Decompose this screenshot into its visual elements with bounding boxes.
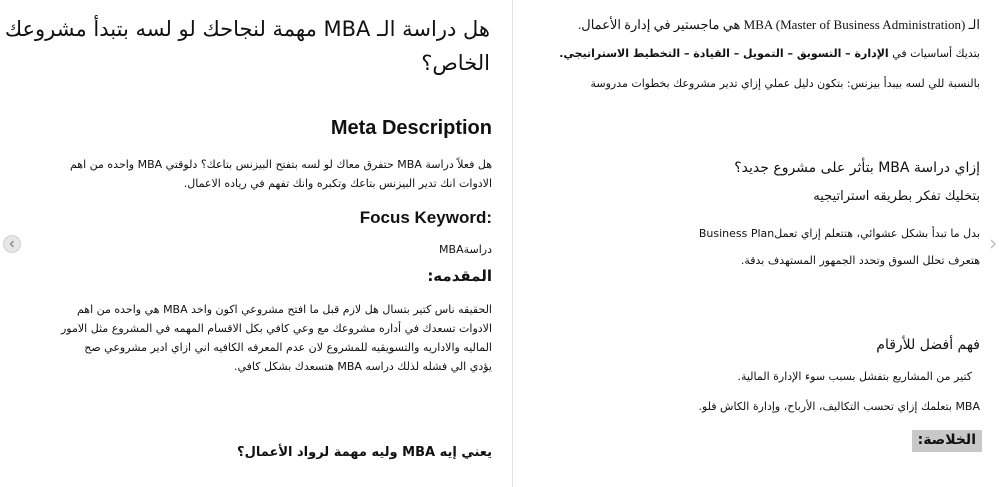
chevron-left-icon	[3, 235, 21, 253]
meta-description-line-1: هل فعلاً دراسة MBA حتفرق معاك لو لسه بتفتح البيزنس بتاعك؟ دلوقتي MBA واحده من اهم	[69, 158, 492, 171]
business-plan-line: بدل ما تبدأ بشكل عشوائي، هتتعلم إزاي تعملBusiness Plan	[698, 227, 980, 240]
intro-heading: المقدمه:	[427, 267, 492, 285]
article-title-line-1: هل دراسة الـ MBA مهمة لنجاحك لو لسه بتبدأ مشروعك	[4, 17, 490, 41]
costs-profits-line: MBA بتعلمك إزاي تحسب التكاليف، الأرباح، وإدارة الكاش فلو.	[698, 400, 980, 413]
mba-definition-line: الـ MBA (Master of Business Administration) هي ماجستير في إدارة الأعمال.	[578, 17, 980, 32]
numbers-heading: فهم أفضل للأرقام	[876, 337, 980, 353]
next-page-button[interactable]	[986, 232, 1000, 256]
intro-line-4: يؤدي الي فشله لذلك دراسه MBA هتسعدك بشكل كافي.	[234, 360, 492, 373]
market-analysis-line: هتعرف تحلل السوق وتحدد الجمهور المستهدف بدقة.	[740, 254, 980, 267]
financial-failure-line: كتير من المشاريع بتفشل بسبب سوء الإدارة المالية.	[737, 370, 972, 383]
conclusion-heading: الخلاصة:	[912, 430, 982, 452]
right-page	[513, 0, 1000, 487]
strategic-thinking-heading: بتخليك تفكر بطريقه استراتيجيه	[813, 189, 980, 204]
basics-topics: الإدارة – التسويق – التمويل – القيادة – التخطيط الاستراتيجي.	[559, 47, 889, 60]
starting-business-line: بالنسبة للي لسه بيبدأ بيزنس: بتكون دليل عملي إزاي تدير مشروعك بخطوات مدروسة	[590, 77, 980, 90]
chevron-right-icon	[989, 238, 997, 250]
mba-effect-heading: إزاي دراسة MBA بتأثر على مشروع جديد؟	[734, 160, 980, 176]
basics-line	[559, 47, 980, 60]
article-title-line-2: الخاص؟	[421, 51, 490, 75]
intro-line-2: الادوات تسعدك في أداره مشروعك مع وعي كافي بكل الاقسام المهمه في المشروع مثل الامور	[61, 322, 492, 335]
intro-line-1: الحقيقه ناس كتير بتسال هل لازم قبل ما افتح مشروعي اكون واخد MBA هي واحده من اهم	[76, 303, 492, 316]
meta-description-heading: Meta Description	[330, 117, 492, 139]
what-is-mba-heading: يعني إيه MBA وليه مهمة لرواد الأعمال؟	[237, 445, 492, 460]
focus-keyword-value: دراسةMBA	[439, 243, 492, 256]
basics-prefix: بتديك أساسيات في	[888, 47, 980, 60]
previous-page-button[interactable]	[0, 232, 24, 256]
intro-line-3: الماليه والاداريه والتسويقيه للمشروع لان عدم المعرفه الكافيه اني ازاي ادير مشروعي صح	[84, 341, 492, 354]
meta-description-line-2: الادوات انك تدير البيزنس بتاعك وتكبره وانك تفهم في رياده الاعمال.	[183, 177, 492, 190]
focus-keyword-heading: Focus Keyword:	[359, 208, 492, 227]
